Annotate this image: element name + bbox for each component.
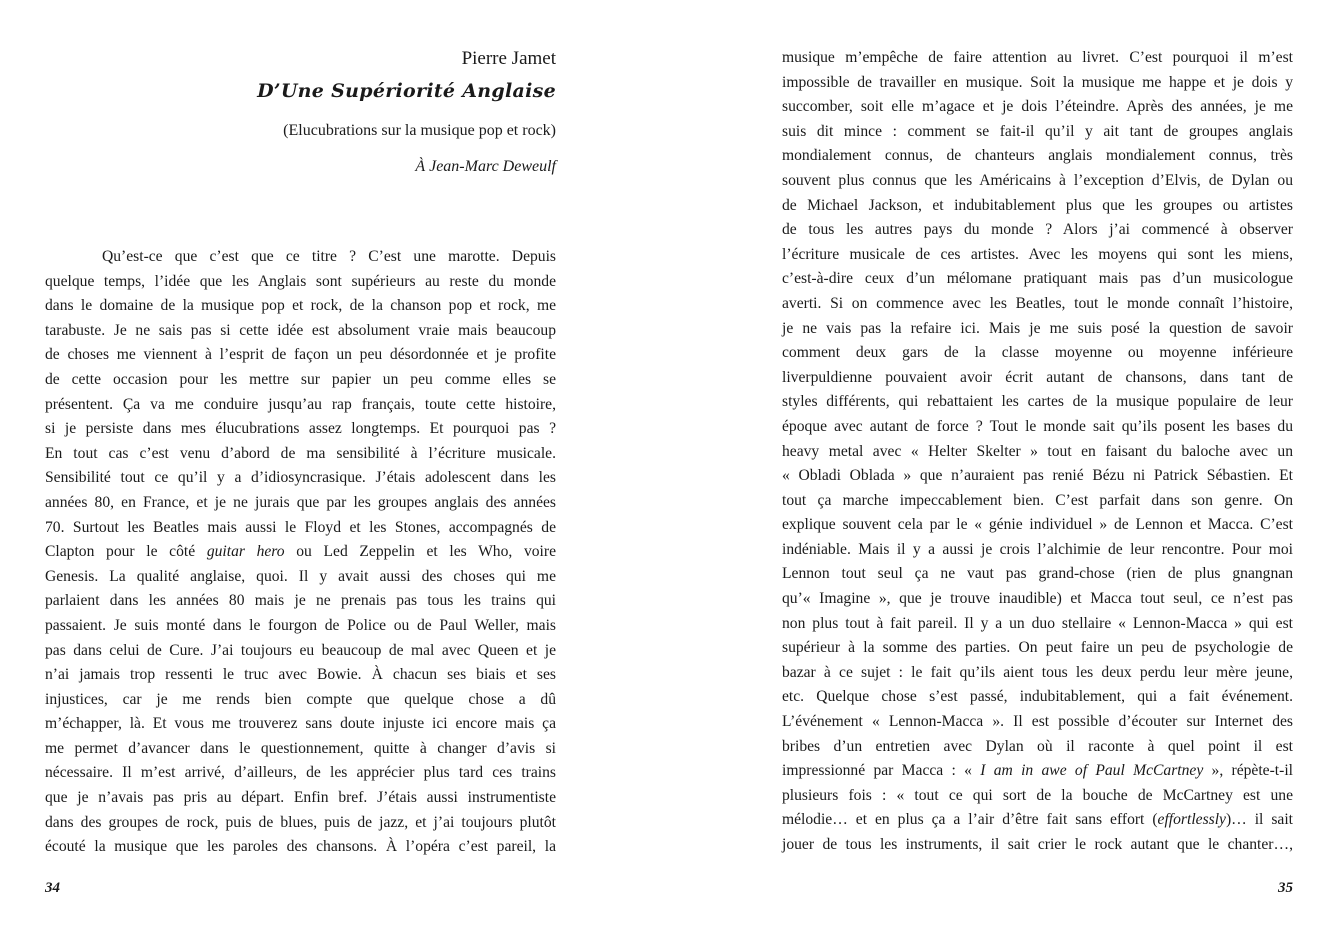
chapter-title: D’Une Supériorité Anglaise bbox=[257, 80, 556, 102]
body-text bbox=[782, 46, 1293, 858]
text-line: etc. Quelque chose s’est passé, indubitablement, qui a fait événement. bbox=[782, 688, 1293, 706]
text-line: Qu’est-ce que c’est que ce titre ? C’est une marotte. Depuis bbox=[102, 248, 556, 265]
text-line: L’événement « Lennon-Macca ». Il est possible d’écouter sur Internet des bbox=[782, 713, 1293, 731]
text-line: impossible de travailler en musique. Soit la musique me happe et je dois y bbox=[782, 73, 1293, 91]
italic-text: effortlessly bbox=[1157, 811, 1226, 829]
body-text bbox=[45, 245, 556, 860]
text-line: souvent plus connus que les Américains à l’exception d’Elvis, de Dylan ou bbox=[782, 171, 1293, 189]
text-line: nécessaire. Il m’est arrivé, d’ailleurs, de les apprécier plus tard ces trains bbox=[45, 764, 556, 782]
text-line: tout ça marche impeccablement bien. C’est parfait dans son genre. On bbox=[782, 491, 1293, 509]
text-segment: Clapton pour le côté bbox=[45, 543, 207, 561]
text-line: me permet d’avancer dans le questionnement, quitte à changer d’avis si bbox=[45, 739, 556, 757]
text-line: de cette occasion pour les mettre sur papier un peu comme elles se bbox=[45, 370, 556, 388]
text-line: non plus tout à fait pareil. Il y a un duo stellaire « Lennon-Macca » qui est bbox=[782, 614, 1293, 632]
text-segment: », répète-t-il bbox=[1203, 762, 1293, 780]
text-segment: )… il sait bbox=[1225, 811, 1293, 829]
text-line: Lennon tout seul ça ne vaut pas grand-chose (rien de plus gnangnan bbox=[782, 565, 1293, 583]
text-line: « Obladi Oblada » que n’auraient pas renié Bézu ni Patrick Sébastien. Et bbox=[782, 467, 1293, 485]
text-line: c’est-à-dire ceux d’un mélomane pratiquant mais pas d’un musicologue bbox=[782, 270, 1293, 288]
text-line: que je n’avais pas pris au départ. Enfin bref. J’étais aussi instrumentiste bbox=[45, 789, 556, 807]
text-line: heavy metal avec « Helter Skelter » tout en faisant du baloche avec un bbox=[782, 442, 1293, 460]
text-line: écouté la musique que les paroles des chansons. À l’opéra c’est pareil, la bbox=[45, 838, 556, 856]
text-line: 70. Surtout les Beatles mais aussi le Floyd et les Stones, accompagnés de bbox=[45, 518, 556, 536]
text-line: dans des groupes de rock, puis de blues, puis de jazz, et j’ai toujours plutôt bbox=[45, 813, 556, 831]
text-line bbox=[45, 540, 556, 565]
text-line: jouer de tous les instruments, il sait crier le rock autant que le chanter…, bbox=[782, 836, 1293, 853]
text-line: qu’« Imagine », que je trouve inaudible) et Macca tout seul, ce n’est pas bbox=[782, 590, 1293, 608]
text-line: indéniable. Mais il y a aussi je crois l’alchimie de leur rencontre. Pour moi bbox=[782, 540, 1293, 558]
text-line: n’ai jamais trop ressenti le truc avec Bowie. À chacun ses biais et ses bbox=[45, 666, 556, 684]
text-line: Genesis. La qualité anglaise, quoi. Il y avait aussi des choses qui me bbox=[45, 567, 556, 585]
text-segment: ou Led Zeppelin et les Who, voire bbox=[284, 543, 556, 561]
text-line: styles différents, qui rebattaient les cartes de la musique populaire de leur bbox=[782, 393, 1293, 411]
text-line: injustices, car je me rends bien compte que quelque chose a dû bbox=[45, 690, 556, 708]
text-segment: mélodie… et en plus ça a l’air d’être fait sans effort ( bbox=[782, 811, 1158, 829]
text-line: bazar à ce sujet : le fait qu’ils aient tous les deux perdu leur mère jeune, bbox=[782, 663, 1293, 681]
italic-text: guitar hero bbox=[206, 543, 285, 561]
text-line: de Michael Jackson, et indubitablement plus que les groupes ou artistes bbox=[782, 196, 1293, 214]
text-line: si je persiste dans mes élucubrations assez longtemps. Et pourquoi pas ? bbox=[45, 420, 556, 438]
text-line: présentent. Ça va me conduire jusqu’au rap français, toute cette histoire, bbox=[45, 395, 556, 413]
text-line: Sensibilité tout ce qu’il y a d’idiosyncrasique. J’étais adolescent dans les bbox=[45, 469, 556, 487]
text-line: m’échapper, là. Et vous me trouverez sans doute injuste ici encore mais ça bbox=[45, 715, 556, 733]
text-line: supérieur à la somme des parties. On peut faire un peu de psychologie de bbox=[782, 639, 1293, 657]
text-line: mondialement connus, de chanteurs anglais mondialement connus, très bbox=[782, 147, 1293, 165]
text-line: comment deux gars de la classe moyenne ou moyenne inférieure bbox=[782, 344, 1293, 362]
text-line: années 80, en France, et je ne jurais que par les groupes anglais des années bbox=[45, 493, 556, 511]
text-line: parlaient dans les années 80 mais je ne prenais pas tous les trains qui bbox=[45, 592, 556, 610]
text-line: de tous les autres pays du monde ? Alors j’ai commencé à observer bbox=[782, 221, 1293, 239]
text-line: l’écriture musicale de ces artistes. Avec les moyens qui sont les miens, bbox=[782, 245, 1293, 263]
dedication: À Jean-Marc Deweulf bbox=[415, 158, 556, 175]
text-line: suis dit mince : comment se fait-il qu’il y ait tant de groupes anglais bbox=[782, 122, 1293, 140]
text-line: dans le domaine de la musique pop et rock, de la chanson pop et rock, me bbox=[45, 297, 556, 315]
page-number: 35 bbox=[1278, 880, 1293, 896]
text-line: En tout cas c’est venu d’abord de ma sensibilité à l’écriture musicale. bbox=[45, 444, 556, 462]
text-segment: impressionné par Macca : « bbox=[782, 762, 981, 780]
text-line: tarabuste. Je ne sais pas si cette idée est absolument vraie mais beaucoup bbox=[45, 321, 556, 339]
text-line: de choses me viennent à l’esprit de façon un peu désordonnée et je profite bbox=[45, 346, 556, 364]
text-line: bribes d’un entretien avec Dylan où il raconte à quel point il est bbox=[782, 737, 1293, 755]
text-line: époque avec autant de force ? Tout le monde sait qu’ils posent les bases du bbox=[782, 417, 1293, 435]
author-name: Pierre Jamet bbox=[461, 48, 556, 69]
text-line: pas dans celui de Cure. J’ai toujours eu beaucoup de mal avec Queen et je bbox=[45, 641, 556, 659]
italic-text: I am in awe of Paul McCartney bbox=[980, 762, 1204, 780]
text-line: succomber, soit elle m’agace et je dois l’éteindre. Après des années, je me bbox=[782, 98, 1293, 116]
text-line: passaient. Je suis monté dans le fourgon de Police ou de Paul Weller, mais bbox=[45, 616, 556, 634]
text-line: liverpuldienne pouvaient avoir écrit autant de chansons, dans tant de bbox=[782, 368, 1293, 386]
text-line bbox=[782, 808, 1293, 833]
chapter-subtitle: (Elucubrations sur la musique pop et rock) bbox=[283, 122, 556, 139]
text-line: averti. Si on commence avec les Beatles, tout le monde connaît l’histoire, bbox=[782, 294, 1293, 312]
text-line: quelque temps, l’idée que les Anglais sont supérieurs au reste du monde bbox=[45, 272, 556, 290]
text-line: je ne vais pas la refaire ici. Mais je me suis posé la question de savoir bbox=[782, 319, 1293, 337]
text-line: explique souvent cela par le « génie individuel » de Lennon et Macca. C’est bbox=[782, 516, 1293, 534]
page-number: 34 bbox=[45, 880, 60, 896]
text-line bbox=[782, 759, 1293, 784]
text-line: musique m’empêche de faire attention au livret. C’est pourquoi il m’est bbox=[782, 49, 1293, 66]
text-line: plusieurs fois : « tout ce qui sort de la bouche de McCartney est une bbox=[782, 786, 1293, 804]
